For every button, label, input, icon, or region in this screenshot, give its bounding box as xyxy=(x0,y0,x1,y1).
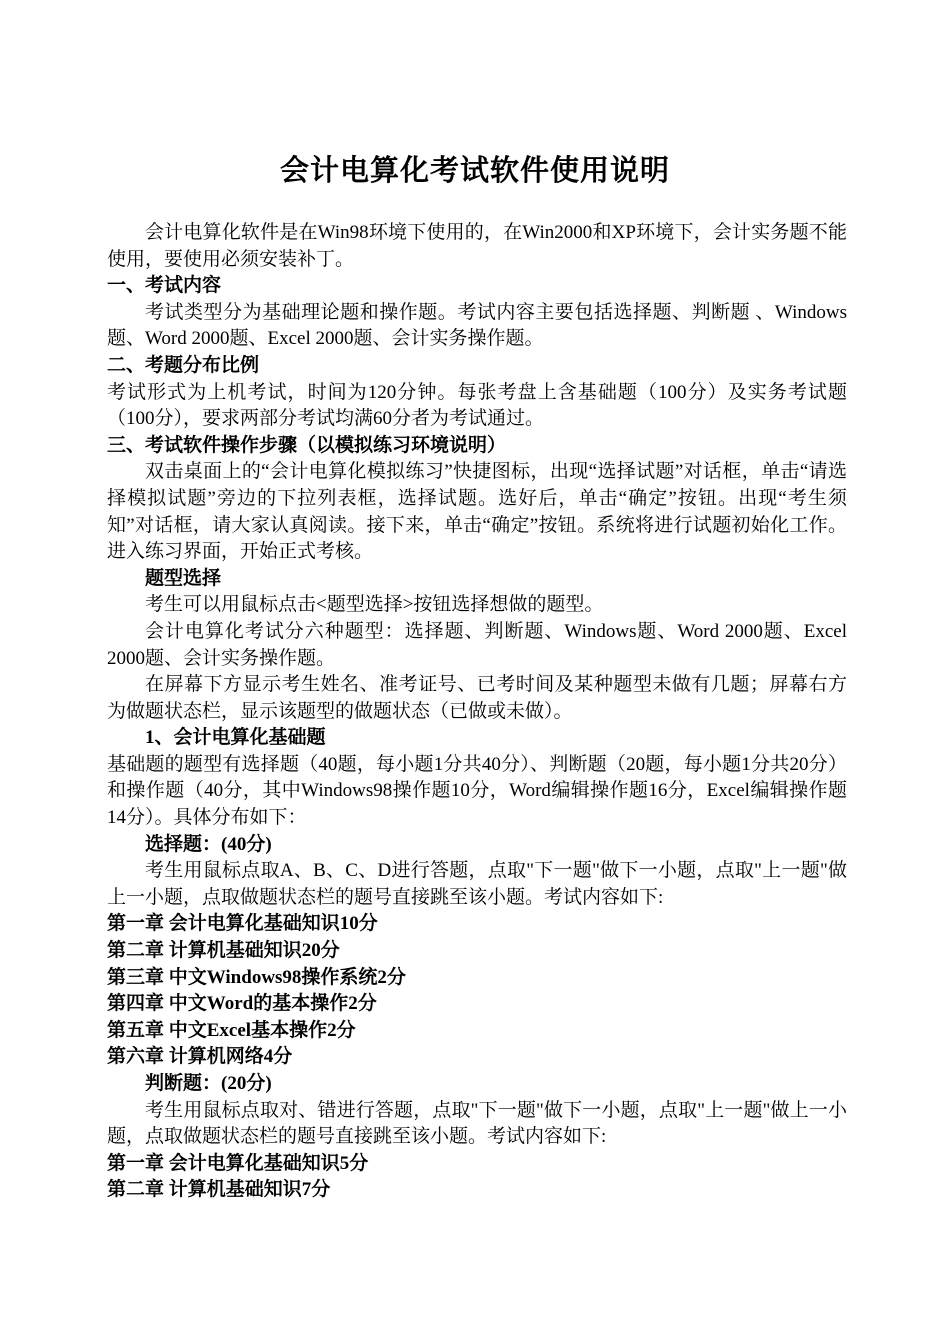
choice-chapter-item: 第二章 计算机基础知识20分 xyxy=(107,940,340,962)
type-select-heading: 题型选择 xyxy=(145,567,222,589)
choice-chapter-item: 第六章 计算机网络4分 xyxy=(107,1046,293,1068)
section-1-text: 考试类型分为基础理论题和操作题。考试内容主要包括选择题、判断题 、Windows题、Word 2000题、Excel 2000题、会计实务操作题。 xyxy=(107,301,847,350)
intro-paragraph: 会计电算化软件是在Win98环境下使用的，在Win2000和XP环境下，会计实务题不能使用，要使用必须安装补丁。 xyxy=(107,222,847,270)
judge-chapter-item: 第二章 计算机基础知识7分 xyxy=(107,1179,331,1201)
choice-chapter-item: 第一章 会计电算化基础知识10分 xyxy=(107,913,378,935)
type-select-paragraph-2: 会计电算化考试分六种题型：选择题、判断题、Windows题、Word 2000题、Excel 2000题、会计实务操作题。 xyxy=(107,620,847,669)
choice-chapter-item: 第五章 中文Excel基本操作2分 xyxy=(107,1019,356,1041)
section-1-heading: 一、考试内容 xyxy=(107,275,222,297)
judge-questions-heading: 判断题：(20分) xyxy=(145,1073,272,1094)
basic-questions-heading: 1、会计电算化基础题 xyxy=(145,727,326,749)
section-3-heading: 三、考试软件操作步骤（以模拟练习环境说明） xyxy=(107,434,507,456)
choice-chapter-item: 第三章 中文Windows98操作系统2分 xyxy=(107,966,406,988)
type-select-paragraph-3: 在屏幕下方显示考生姓名、准考证号、已考时间及某种题型未做有几题；屏幕右方为做题状态栏，显示该题型的做题状态（已做或未做）。 xyxy=(107,674,847,722)
choice-questions-heading: 选择题：(40分) xyxy=(145,833,272,855)
section-2-text: 考试形式为上机考试，时间为120分钟。每张考盘上含基础题（100分）及实务考试题（100分），要求两部分考试均满60分者为考试通过。 xyxy=(107,381,847,430)
judge-questions-text: 考生用鼠标点取对、错进行答题，点取"下一题"做下一小题，点取"上一题"做上一小题，点取做题状态栏的题号直接跳至该小题。考试内容如下: xyxy=(107,1099,847,1148)
section-2-heading: 二、考题分布比例 xyxy=(107,354,260,376)
choice-questions-text: 考生用鼠标点取A、B、C、D进行答题，点取"下一题"做下一小题，点取"上一题"做上一小题，点取做题状态栏的题号直接跳至该小题。考试内容如下: xyxy=(107,860,847,908)
basic-questions-text: 基础题的题型有选择题（40题，每小题1分共40分）、判断题（20题，每小题1分共20分）和操作题（40分，其中Windows98操作题10分，Word编辑操作题16分，Excel编辑操作题14分）。具体分布如下： xyxy=(107,753,847,829)
document-body xyxy=(107,220,847,1204)
choice-chapter-item: 第四章 中文Word的基本操作2分 xyxy=(107,993,377,1015)
section-3-text: 双击桌面上的“会计电算化模拟练习”快捷图标，出现“选择试题”对话框，单击“请选择模拟试题”旁边的下拉列表框，选择试题。选好后，单击“确定”按钮。出现“考生须知”对话框，请大家认真阅读。接下来，单击“确定”按钮。系统将进行试题初始化工作。进入练习界面，开始正式考核。 xyxy=(107,461,847,563)
document-title: 会计电算化考试软件使用说明 xyxy=(279,155,670,187)
type-select-paragraph-1: 考生可以用鼠标点击<题型选择>按钮选择想做的题型。 xyxy=(145,594,604,616)
judge-chapter-item: 第一章 会计电算化基础知识5分 xyxy=(107,1152,369,1174)
